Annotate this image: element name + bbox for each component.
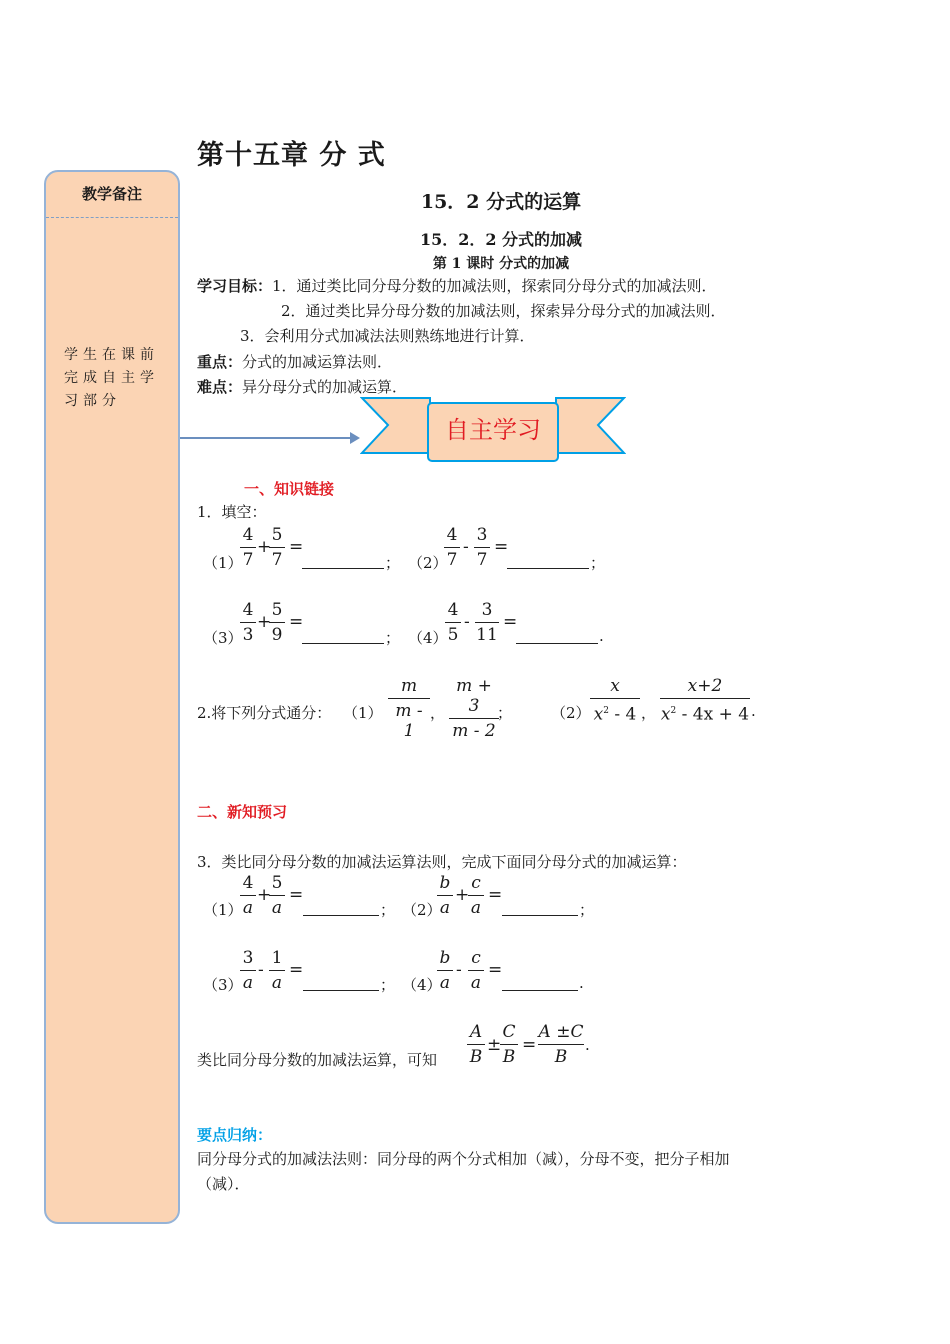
equals: = <box>289 885 304 905</box>
q3-1-frac-a <box>240 873 256 918</box>
q1-3-frac-b <box>269 600 285 645</box>
numerator: 1 <box>271 948 283 968</box>
banner-text: 自主学习 <box>445 416 541 444</box>
sidebar-title: 教学备注 <box>81 185 142 203</box>
equals: = <box>289 960 304 980</box>
q1-4-label: （4） <box>408 629 448 647</box>
numerator: 4 <box>447 600 459 620</box>
objective-item-2: 2．通过类比异分母分数的加减法则，探索异分母分式的加减法则． <box>281 302 726 320</box>
analogy-text: 类比同分母分数的加减法运算，可知 <box>197 1051 438 1069</box>
numerator: A <box>469 1022 483 1042</box>
sidebar-panel <box>44 170 180 1224</box>
numerator: 5 <box>271 525 283 545</box>
q1-3-frac-a <box>240 600 256 645</box>
denominator: 9 <box>271 625 283 645</box>
subsection-title: 15．2．2 分式的加减 <box>419 230 583 249</box>
objectives-label: 学习目标： <box>197 277 273 295</box>
q1-4-frac-b <box>475 600 499 645</box>
answer-blank[interactable] <box>507 568 589 569</box>
denominator: 7 <box>476 550 488 570</box>
q1-3-label: （3） <box>203 629 243 647</box>
part2-heading: 二、新知预习 <box>197 803 288 821</box>
banner-left-tail <box>362 398 430 453</box>
q3-4-frac-b <box>468 948 484 993</box>
operator: - <box>258 960 264 980</box>
q3-3-frac-b <box>269 948 285 993</box>
answer-blank[interactable] <box>302 643 384 644</box>
numerator: 3 <box>242 948 254 968</box>
summary-line-1: 同分母分式的加减法法则：同分母的两个分式相加（减），分母不变，把分子相加 <box>197 1150 730 1168</box>
separator: ； <box>590 554 606 572</box>
q3-3-label: （3） <box>203 976 243 994</box>
plus-minus: ± <box>487 1035 502 1055</box>
operator: - <box>464 612 470 632</box>
operator: - <box>456 960 462 980</box>
numerator: x+2 <box>687 676 723 696</box>
q2-p1-frac-2 <box>449 676 499 741</box>
equals: = <box>289 612 304 632</box>
denominator: B <box>469 1047 483 1067</box>
q3-1-frac-b <box>269 873 285 918</box>
equals: = <box>488 960 503 980</box>
answer-blank[interactable] <box>302 568 384 569</box>
denominator: a <box>439 898 451 918</box>
objective-line-1 <box>197 275 817 297</box>
numerator: m <box>400 676 418 696</box>
formula-frac-3 <box>538 1022 584 1067</box>
denominator: a <box>470 898 482 918</box>
operator: + <box>455 885 470 905</box>
key-point-text: 分式的加减运算法则． <box>242 353 393 371</box>
numerator: 3 <box>481 600 493 620</box>
denominator: a <box>470 973 482 993</box>
denominator: a <box>271 898 283 918</box>
numerator: b <box>439 948 451 968</box>
numerator: 4 <box>446 525 458 545</box>
operator: - <box>463 537 469 557</box>
separator: ； <box>380 976 396 994</box>
answer-blank[interactable] <box>303 915 379 916</box>
q3-1-label: （1） <box>203 901 243 919</box>
q3-3-frac-a <box>240 948 256 993</box>
operator: + <box>257 885 272 905</box>
numerator: 5 <box>271 600 283 620</box>
numerator: c <box>471 948 481 968</box>
numerator: 4 <box>242 873 254 893</box>
denominator: 7 <box>271 550 283 570</box>
denominator: a <box>242 898 254 918</box>
denominator: m - 2 <box>452 721 496 741</box>
denominator: 7 <box>242 550 254 570</box>
section-title: 15．2 分式的运算 <box>420 191 582 213</box>
arrow-head-icon <box>350 432 360 444</box>
numerator: b <box>439 873 451 893</box>
period: . <box>751 702 756 720</box>
q1-2-label: （2） <box>408 554 448 572</box>
denominator: 3 <box>242 625 254 645</box>
period: . <box>585 1036 590 1054</box>
equals: = <box>494 537 509 557</box>
q3-4-label: （4） <box>402 976 442 994</box>
answer-blank[interactable] <box>516 643 598 644</box>
separator: ； <box>380 901 396 919</box>
q1-2-frac-a <box>444 525 460 570</box>
equals: = <box>503 612 518 632</box>
formula-frac-2 <box>500 1022 518 1067</box>
q2-p2-frac-1 <box>590 676 640 725</box>
q1-2-frac-b <box>474 525 490 570</box>
numerator: m + 3 <box>456 676 492 716</box>
q1-label: 1．填空： <box>197 503 267 521</box>
semicolon: ； <box>497 704 513 722</box>
separator: . <box>599 627 604 645</box>
answer-blank[interactable] <box>502 990 578 991</box>
q2-p1-label: （1） <box>343 704 383 722</box>
numerator: 3 <box>476 525 488 545</box>
denominator: 11 <box>476 625 498 645</box>
q2-p1-frac-1 <box>388 676 430 741</box>
q1-1-label: （1） <box>203 554 243 572</box>
equals: = <box>289 537 304 557</box>
objective-item-1: 1．通过类比同分母分数的加减法则，探索同分母分式的加减法则． <box>272 277 717 295</box>
q2-label: 2.将下列分式通分： <box>197 704 332 722</box>
denominator: a <box>242 973 254 993</box>
lesson-title: 第 1 课时 分式的加减 <box>432 256 570 272</box>
denominator: $x^2 - 4x + 4$ <box>660 704 750 725</box>
part1-heading: 一、知识链接 <box>244 480 335 498</box>
numerator: c <box>471 873 481 893</box>
operator: + <box>257 612 272 632</box>
operator: + <box>257 537 272 557</box>
difficulty-text: 异分母分式的加减运算． <box>242 378 408 396</box>
q1-4-frac-a <box>445 600 461 645</box>
separator: ； <box>579 901 595 919</box>
chapter-title: 第十五章 分 式 <box>197 140 386 171</box>
numerator: A ±C <box>538 1022 584 1042</box>
numerator: 5 <box>271 873 283 893</box>
numerator: x <box>610 676 620 696</box>
denominator: 7 <box>446 550 458 570</box>
sidebar-note: 学生在课前完成自主学习部分 <box>64 347 159 409</box>
numerator: 4 <box>242 600 254 620</box>
denominator: 5 <box>447 625 459 645</box>
formula-frac-1 <box>467 1022 485 1067</box>
q1-1-frac-b <box>269 525 285 570</box>
denominator: B <box>554 1047 568 1067</box>
q3-4-frac-a <box>437 948 453 993</box>
q3-2-frac-a <box>437 873 453 918</box>
equals: = <box>522 1035 537 1055</box>
summary-line-2: （减）． <box>197 1175 250 1193</box>
separator: . <box>579 974 584 992</box>
banner-right-tail <box>556 398 624 453</box>
separator: ； <box>385 629 401 647</box>
comma: ， <box>641 704 657 722</box>
comma: ， <box>430 704 446 722</box>
answer-blank[interactable] <box>502 915 578 916</box>
denominator: m - 1 <box>395 701 423 741</box>
arrow-line <box>180 437 352 439</box>
key-point <box>197 351 757 373</box>
q2-p2-label: （2） <box>551 704 591 722</box>
q3-2-label: （2） <box>402 901 442 919</box>
key-point-label: 重点： <box>197 353 243 371</box>
denominator: B <box>502 1047 516 1067</box>
answer-blank[interactable] <box>303 990 379 991</box>
equals: = <box>488 885 503 905</box>
difficulty-label: 难点： <box>197 378 243 396</box>
numerator: 4 <box>242 525 254 545</box>
q2-p2-frac-2 <box>660 676 750 725</box>
denominator: a <box>439 973 451 993</box>
denominator: a <box>271 973 283 993</box>
objective-item-3: 3．会利用分式加减法法则熟练地进行计算． <box>240 327 535 345</box>
numerator: C <box>502 1022 516 1042</box>
sidebar-divider <box>46 217 178 218</box>
q1-1-frac-a <box>240 525 256 570</box>
separator: ； <box>385 554 401 572</box>
q3-label: 3．类比同分母分数的加减法运算法则，完成下面同分母分式的加减运算： <box>197 853 687 871</box>
denominator: $x^2 - 4$ <box>593 704 637 725</box>
q3-2-frac-b <box>468 873 484 918</box>
summary-heading: 要点归纳： <box>197 1126 273 1144</box>
